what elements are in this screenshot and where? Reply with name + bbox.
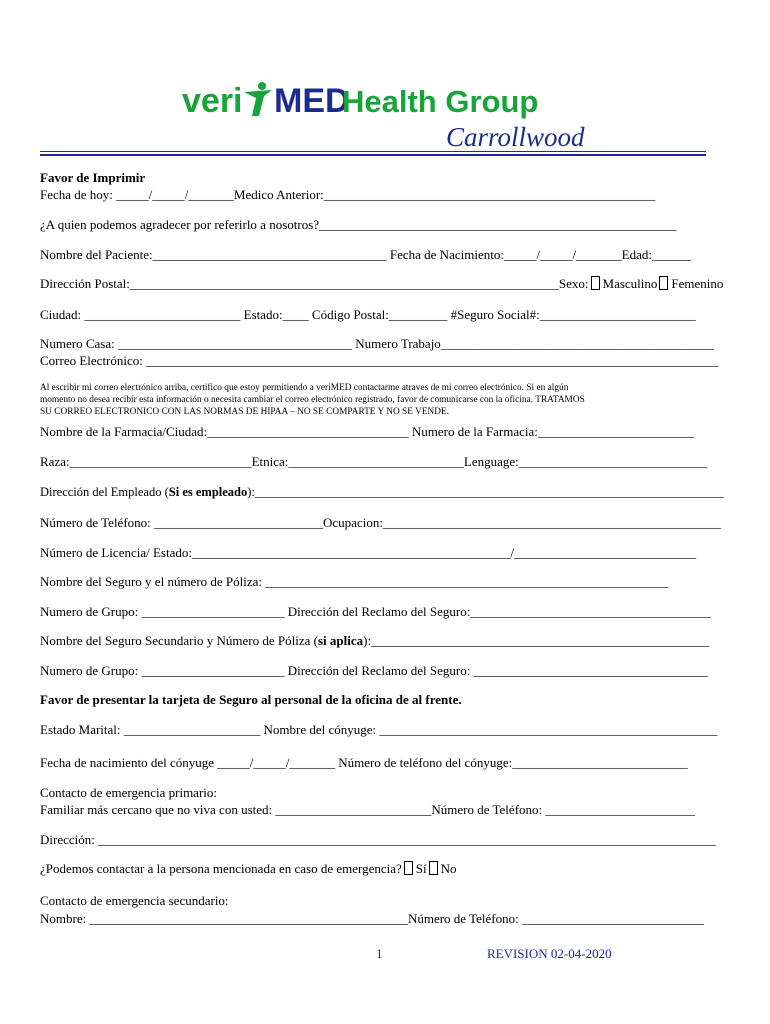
checkbox-si[interactable] xyxy=(404,861,413,875)
field-group-claims[interactable]: Numero de Grupo: ______________________ Dirección del Reclamo del Seguro:_____________________________________ xyxy=(40,604,711,619)
field-secondary-name-phone[interactable]: Nombre: _________________________________________________Número de Teléfono: ____________________________ xyxy=(40,911,704,926)
masculino-label: Masculino xyxy=(602,276,658,291)
secondary-line: ):____________________________________________________ xyxy=(363,633,710,648)
logo-text-health-group: Health Group xyxy=(342,84,539,119)
field-phones[interactable]: Numero Casa: ____________________________________ Numero Trabajo__________________________________________ xyxy=(40,336,714,351)
header-divider xyxy=(40,151,706,152)
field-insurance-policy[interactable]: Nombre del Seguro y el número de Póliza: ______________________________________________________________ xyxy=(40,574,669,589)
si-label: Sí xyxy=(415,861,427,876)
field-employer-address[interactable] xyxy=(40,485,724,500)
checkbox-femenino[interactable] xyxy=(659,276,668,290)
logo-text-med: MED xyxy=(274,82,350,120)
logo-graphic xyxy=(182,80,592,120)
checkbox-masculino[interactable] xyxy=(591,276,600,290)
secondary-label: Nombre del Seguro Secundario y Número de Póliza ( xyxy=(40,633,318,648)
header-divider-thick xyxy=(40,154,706,156)
notice-line-1: Al escribir mi correo electrónico arriba, certifico que estoy permitiendo a veriMED contactarme atraves de mi correo electrónico. Si en algún xyxy=(40,383,569,393)
employer-line: ):___________________________________________________________________________ xyxy=(247,485,724,499)
field-secondary-insurance[interactable] xyxy=(40,633,709,649)
notice-line-3: SU CORREO ELECTRONICO CON LAS NORMAS DE HIPAA – NO SE COMPARTE Y NO SE VENDE. xyxy=(40,407,450,417)
field-city-state-zip-ssn[interactable]: Ciudad: ________________________ Estado:____ Código Postal:_________ #Seguro Social#:________________________ xyxy=(40,307,696,322)
email-notice xyxy=(40,382,740,418)
field-phone-occupation[interactable]: Número de Teléfono: __________________________Ocupacion:____________________________________________________ xyxy=(40,515,721,530)
femenino-label: Femenino xyxy=(671,276,724,291)
emergency-secondary-title: Contacto de emergencia secundario: xyxy=(40,893,229,908)
field-address-sex[interactable] xyxy=(40,276,723,292)
emergency-primary-title: Contacto de emergencia primario: xyxy=(40,785,217,800)
secondary-bold: si aplica xyxy=(317,633,364,648)
insurance-card-notice: Favor de presentar la tarjeta de Seguro al personal de la oficina de al frente. xyxy=(40,692,462,707)
field-address-emergency[interactable]: Dirección: _______________________________________________________________________________________________ xyxy=(40,832,716,847)
field-spouse-dob-phone[interactable]: Fecha de nacimiento del cónyuge _____/_____/_______ Número de teléfono del cónyuge:___________________________ xyxy=(40,755,688,770)
field-date-previous-doctor[interactable]: Fecha de hoy: _____/_____/_______Medico Anterior:___________________________________________________ xyxy=(40,187,656,202)
field-pharmacy[interactable]: Nombre de la Farmacia/Ciudad:_______________________________ Numero de la Farmacia:________________________ xyxy=(40,424,694,439)
field-race-ethnicity-language[interactable]: Raza:____________________________Etnica:___________________________Lenguage:_____________________________ xyxy=(40,454,708,469)
checkbox-no[interactable] xyxy=(429,861,438,875)
employer-label: Dirección del Empleado ( xyxy=(40,485,169,499)
field-contact-permission[interactable] xyxy=(40,861,457,877)
person-figure-icon xyxy=(244,82,272,116)
employer-bold: Si es empleado xyxy=(168,485,248,499)
notice-line-2: momento no desea recibir esta información o necesita cambiar el correo electrónico registrado, favor de comunicarse con la oficina. TRATAMOS xyxy=(40,395,585,405)
revision-label: REVISION 02-04-2020 xyxy=(487,946,612,961)
location-title: Carrollwood xyxy=(446,122,585,152)
page-number: 1 xyxy=(376,946,383,961)
address-label: Dirección Postal:__________________________________________________________________Sexo: xyxy=(40,276,589,291)
print-title: Favor de Imprimir xyxy=(40,170,146,185)
field-license-state[interactable]: Número de Licencia/ Estado:_________________________________________________/____________________________ xyxy=(40,545,697,560)
logo-text-veri: veri xyxy=(182,82,243,120)
field-marital-spouse[interactable]: Estado Marital: _____________________ Nombre del cónyuge: ____________________________________________________ xyxy=(40,722,718,737)
field-email[interactable]: Correo Electrónico: ________________________________________________________________________________________ xyxy=(40,353,719,368)
verimed-logo xyxy=(182,80,592,120)
contact-question: ¿Podemos contactar a la persona mencionada en caso de emergencia? xyxy=(40,861,402,876)
field-relative-phone[interactable]: Familiar más cercano que no viva con usted: ________________________Número de Teléfono: _______________________ xyxy=(40,802,695,817)
field-patient-name-dob-age[interactable]: Nombre del Paciente:____________________________________ Fecha de Nacimiento:_____/_____/_______Edad:______ xyxy=(40,247,691,262)
no-label: No xyxy=(440,861,457,876)
field-referral[interactable]: ¿A quien podemos agradecer por referirlo a nosotros?_______________________________________________________ xyxy=(40,217,677,232)
field-group-claims-secondary[interactable]: Numero de Grupo: ______________________ Dirección del Reclamo del Seguro: ____________________________________ xyxy=(40,663,708,678)
